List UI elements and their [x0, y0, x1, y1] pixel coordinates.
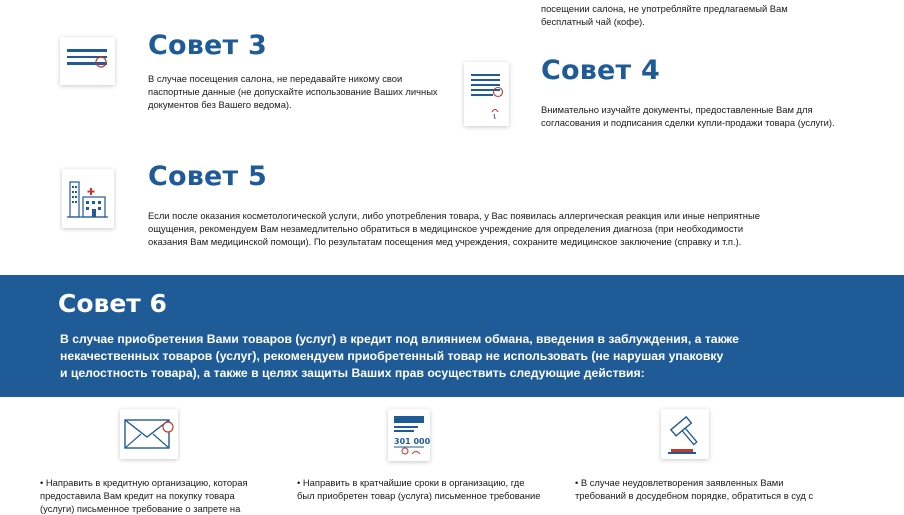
- text-line: согласования и подписания сделки купли-продажи товара (услуги).: [541, 117, 835, 128]
- tip-4-title: Совет 4: [541, 55, 660, 86]
- text-line: В случае посещения салона, не передавайте никому свои: [148, 73, 403, 84]
- tip-3-text: [148, 72, 468, 111]
- text-line: и целостность товара), а также в целях защиты Ваших прав осуществить следующие действия:: [60, 366, 645, 380]
- text-line: • Направить в кредитную организацию, которая: [40, 477, 248, 488]
- judge-gavel-icon: [661, 409, 709, 459]
- text-line: • Направить в кратчайшие сроки в организацию, где: [297, 477, 525, 488]
- tip-6-text: [60, 331, 840, 382]
- tip-6-title: Совет 6: [58, 289, 167, 318]
- contract-document-icon: [464, 62, 509, 126]
- text-line: был приобретен товар (услуга) письменное требование: [297, 490, 541, 501]
- hospital-icon: [62, 169, 114, 228]
- tip-5-text: [148, 209, 848, 248]
- text-line: бесплатный чай (кофе).: [541, 16, 645, 27]
- text-line: некачественных товаров (услуг), рекомендуем приобретенный товар не использовать (не нарушая упаковку: [60, 349, 724, 363]
- text-line: посещении салона, не употребляйте предлагаемый Вам: [541, 3, 788, 14]
- payment-document-icon: [388, 409, 430, 461]
- tip-3-title: Совет 3: [148, 30, 267, 61]
- tip-6-banner: [0, 275, 904, 397]
- action-3-text: [575, 476, 875, 502]
- text-line: (услуги) письменное требование о запрете на: [40, 503, 241, 514]
- text-line: • В случае неудовлетворения заявленных Вами: [575, 477, 784, 488]
- text-line: Если после оказания косметологической услуги, либо употребления товара, у Вас появилась аллергическая реакция или иные неприятные: [148, 210, 760, 221]
- text-line: документов без Вашего ведома).: [148, 99, 292, 110]
- document-stamp-icon: [60, 37, 115, 85]
- text-line: ощущения, рекомендуем Вам незамедлительно обратиться в медицинское учреждение для определения диагноза (при необходимости: [148, 223, 744, 234]
- text-line: предоставила Вам кредит на покупку товара: [40, 490, 235, 501]
- text-line: паспортные данные (не допускайте использование Ваших личных: [148, 86, 438, 97]
- payment-amount-label: 301 000: [394, 437, 431, 446]
- tip-5-title: Совет 5: [148, 161, 267, 192]
- text-line: Внимательно изучайте документы, предоставленные Вам для: [541, 104, 813, 115]
- text-line: требований в досудебном порядке, обратиться в суд с: [575, 490, 814, 501]
- previous-tip-fragment: [541, 2, 881, 28]
- text-line: В случае приобретения Вами товаров (услуг) в кредит под влиянием обмана, введения в заблуждения, а также: [60, 332, 739, 346]
- text-line: оказания Вам медицинской помощи). По результатам посещения мед учреждения, сохраните медицинское заключение (справку и т.п.).: [148, 236, 742, 247]
- action-2-text: [297, 476, 557, 502]
- tip-4-text: [541, 103, 891, 129]
- action-1-text: [40, 476, 280, 515]
- envelope-icon: [120, 409, 178, 459]
